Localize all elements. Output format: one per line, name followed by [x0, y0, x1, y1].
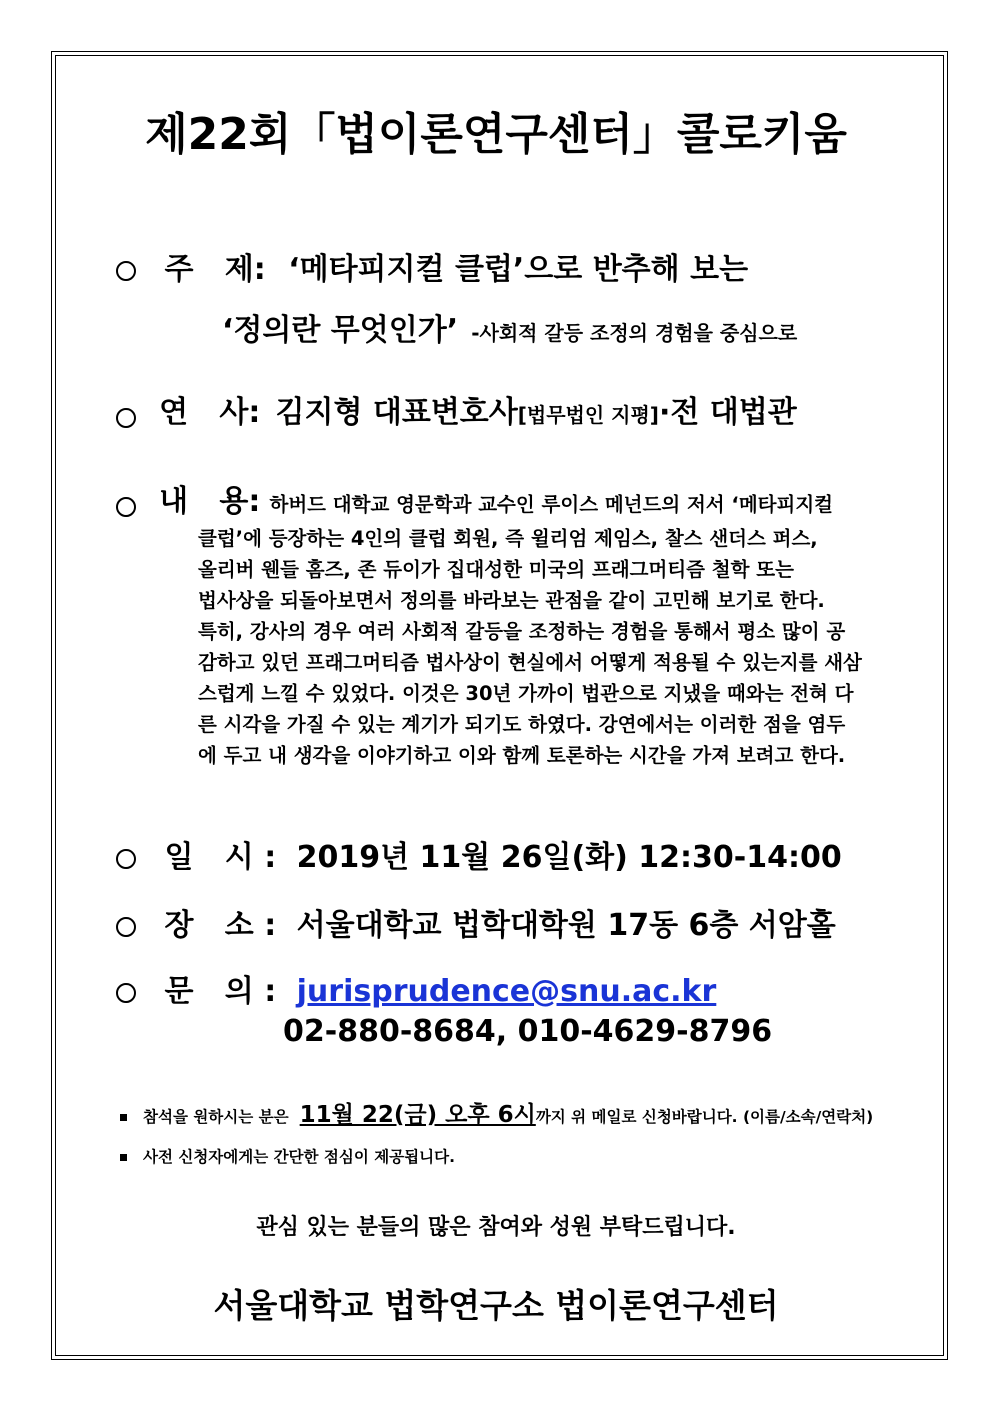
place-value: 서울대학교 법학대학원 17동 6층 서암홀 — [296, 908, 836, 943]
content-row — [116, 476, 833, 520]
closing-message: 관심 있는 분들의 많은 참여와 성원 부탁드립니다. — [256, 1215, 736, 1240]
content-line: 스럽게 느낄 수 있었다. 이것은 30년 가까이 법관으로 지냈을 때와는 전혀 다 — [198, 682, 854, 705]
content-line: 른 시각을 가질 수 있는 계기가 되기도 하였다. 강연에서는 이러한 점을 염두 — [198, 713, 846, 736]
speaker-row — [116, 387, 797, 431]
speaker-suffix: ·전 대법관 — [658, 395, 797, 430]
note1-post: 까지 위 메일로 신청바랍니다. (이름/소속/연락처) — [535, 1108, 874, 1126]
square-bullet-icon — [120, 1154, 127, 1161]
datetime-value: 2019년 11월 26일(화) 12:30-14:00 — [296, 840, 842, 875]
speaker-name: 김지형 대표변호사 — [275, 395, 518, 430]
datetime-label: 일 시 : — [164, 840, 277, 875]
circle-bullet-icon — [116, 408, 136, 428]
circle-bullet-icon — [116, 917, 136, 937]
content-body — [198, 523, 862, 771]
contact-email-link[interactable]: jurisprudence@snu.ac.kr — [296, 974, 717, 1009]
content-line: 클럽’에 등장하는 4인의 클럽 회원, 즉 윌리엄 제임스, 찰스 샌더스 퍼스, — [198, 527, 818, 550]
content-line: 법사상을 되돌아보면서 정의를 바라보는 관점을 같이 고민해 보기로 한다. — [198, 589, 825, 612]
contact-row — [116, 966, 716, 1010]
topic-line2-sub: -사회적 갈등 조정의 경험을 중심으로 — [471, 321, 798, 345]
note-1 — [120, 1096, 873, 1129]
datetime-row — [116, 832, 842, 876]
contact-label: 문 의 : — [164, 974, 277, 1009]
topic-label: 주 제: — [164, 252, 266, 287]
topic-line1: ‘메타피지컬 클럽’으로 반추해 보는 — [288, 252, 749, 287]
circle-bullet-icon — [116, 261, 136, 281]
speaker-label: 연 사: — [159, 395, 261, 430]
circle-bullet-icon — [116, 849, 136, 869]
content-line: 특히, 강사의 경우 여러 사회적 갈등을 조정하는 경험을 통해서 평소 많이 공 — [198, 620, 846, 643]
place-label: 장 소 : — [164, 908, 277, 943]
content-line: 하버드 대학교 영문학과 교수인 루이스 메넌드의 저서 ‘메타피지컬 — [269, 493, 834, 516]
content-line: 올리버 웬들 홈즈, 존 듀이가 집대성한 미국의 프래그머티즘 철학 또는 — [198, 558, 794, 581]
content-line: 에 두고 내 생각을 이야기하고 이와 함께 토론하는 시간을 가져 보려고 한다. — [198, 744, 846, 767]
speaker-affiliation: [법무법인 지평] — [517, 403, 659, 427]
note2-text: 사전 신청자에게는 간단한 점심이 제공됩니다. — [143, 1148, 455, 1166]
note1-pre: 참석을 원하시는 분은 — [143, 1108, 289, 1126]
topic-line2 — [222, 305, 797, 349]
note-2 — [120, 1145, 455, 1167]
note1-deadline: 11월 22(금) 오후 6시 — [299, 1102, 536, 1128]
circle-bullet-icon — [116, 983, 136, 1003]
organizer: 서울대학교 법학연구소 법이론연구센터 — [213, 1286, 779, 1325]
place-row — [116, 900, 836, 944]
topic-row — [116, 244, 748, 288]
circle-bullet-icon — [116, 497, 136, 517]
topic-line2-main: ‘정의란 무엇인가’ — [222, 313, 459, 348]
square-bullet-icon — [120, 1114, 127, 1121]
content-line: 감하고 있던 프래그머티즘 법사상이 현실에서 어떻게 적용될 수 있는지를 새삼 — [198, 651, 862, 674]
page-title: 제22회「법이론연구센터」콜로키움 — [145, 109, 847, 160]
contact-phones: 02-880-8684, 010-4629-8796 — [283, 1014, 773, 1049]
content-label: 내 용: — [159, 484, 261, 519]
